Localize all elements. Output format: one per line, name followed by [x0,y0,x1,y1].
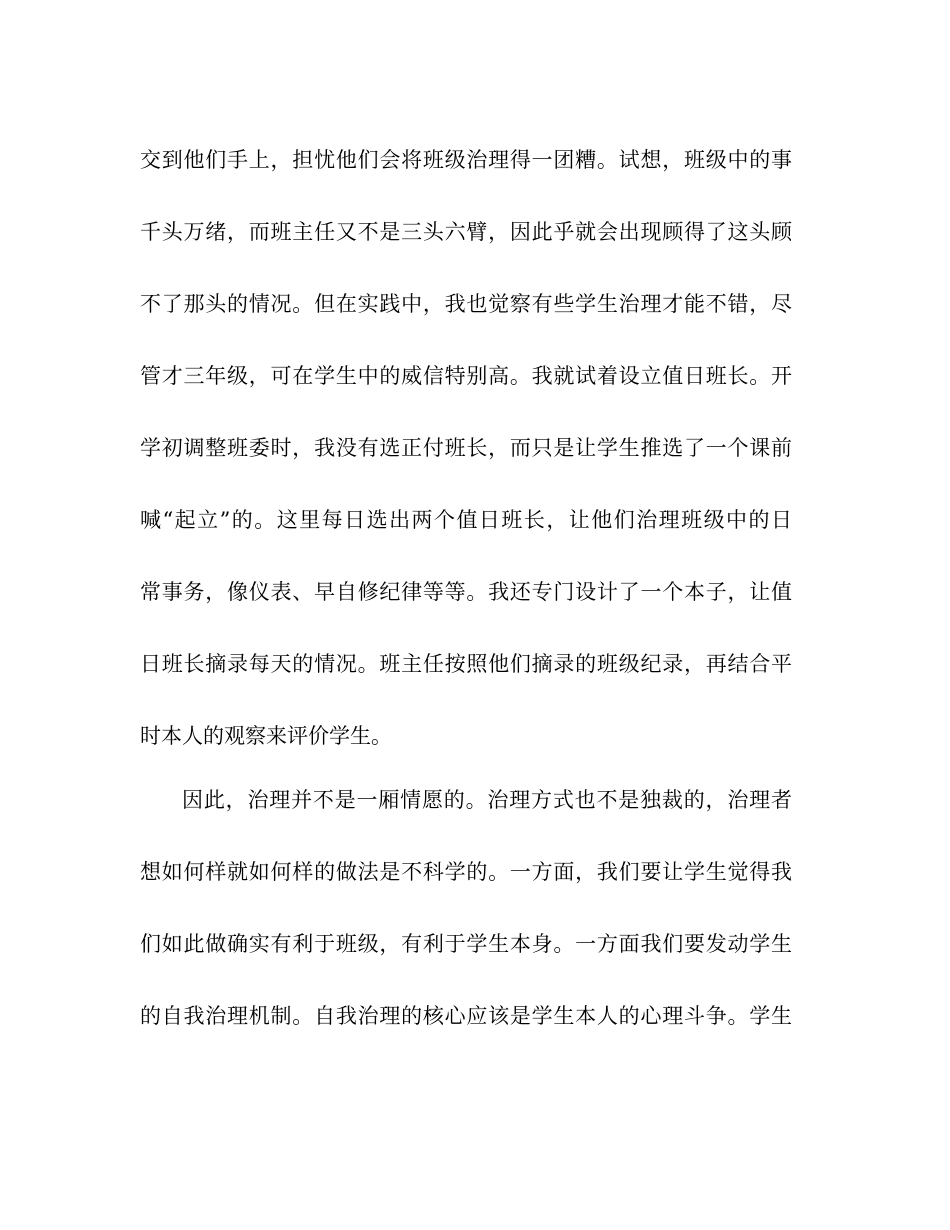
text-line: 不了那头的情况。但在实践中，我也觉察有些学生治理才能不错，尽 [140,292,792,316]
text-line: 学初调整班委时，我没有选正付班长，而只是让学生推选了一个课前 [140,436,792,460]
text-line: 管才三年级，可在学生中的威信特别高。我就试着设立值日班长。开 [140,364,792,388]
text-line: 的自我治理机制。自我治理的核心应该是学生本人的心理斗争。学生 [140,1004,792,1028]
text-line: 日班长摘录每天的情况。班主任按照他们摘录的班级纪录，再结合平 [140,652,792,676]
text-line: 时本人的观察来评价学生。 [140,724,392,748]
paragraph-first-line: 因此，治理并不是一厢情愿的。治理方式也不是独裁的，治理者 [182,788,792,812]
text-line: 们如此做确实有利于班级，有利于学生本身。一方面我们要发动学生 [140,932,792,956]
text-line: 交到他们手上，担忧他们会将班级治理得一团糟。试想，班级中的事 [140,148,792,172]
text-line: 想如何样就如何样的做法是不科学的。一方面，我们要让学生觉得我 [140,860,792,884]
text-line: 千头万绪，而班主任又不是三头六臂，因此乎就会出现顾得了这头顾 [140,220,792,244]
text-line: 喊“起立”的。这里每日选出两个值日班长，让他们治理班级中的日 [140,508,792,532]
text-line: 常事务，像仪表、早自修纪律等等。我还专门设计了一个本子，让值 [140,580,792,604]
